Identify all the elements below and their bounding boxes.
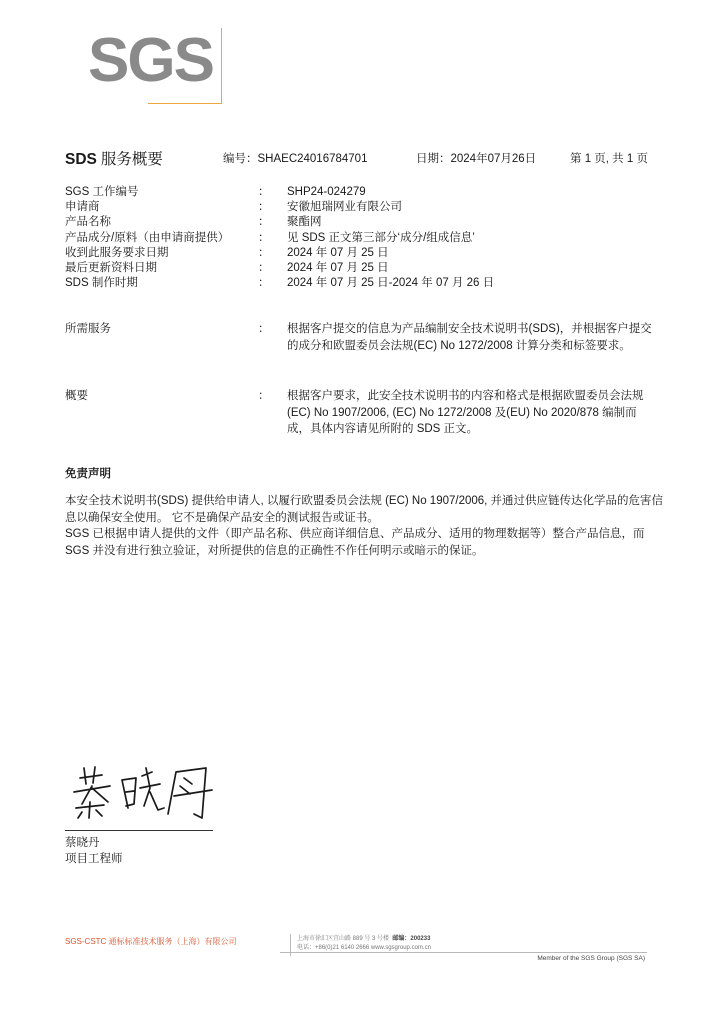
info-row — [65, 231, 665, 246]
info-colon: ： — [258, 261, 270, 274]
footer-company: SGS-CSTC 通标标准技术服务（上海）有限公司 — [65, 937, 237, 946]
service-label: 所需服务 — [65, 323, 111, 335]
info-row — [65, 200, 665, 215]
logo-accent-vertical — [221, 28, 222, 104]
summary-colon: ： — [258, 390, 270, 402]
summary-section — [65, 388, 665, 438]
info-label: SDS 制作时期 — [65, 277, 138, 290]
info-row — [65, 261, 665, 276]
document-title — [65, 147, 163, 169]
info-row — [65, 215, 665, 230]
info-value: 2024 年 07 月 25 日 — [287, 246, 389, 259]
page-indicator: 第 1 页, 共 1 页 — [570, 153, 648, 165]
info-label: 产品成分/原料（由申请商提供） — [65, 231, 230, 244]
info-value: 2024 年 07 月 25 日-2024 年 07 月 26 日 — [287, 277, 495, 290]
info-value: 2024 年 07 月 25 日 — [287, 261, 389, 274]
info-value: 聚酯网 — [287, 216, 322, 229]
signer-block — [65, 835, 123, 867]
summary-text: 根据客户要求，此安全技术说明书的内容和格式是根据欧盟委员会法规 (EC) No 1907/2006, (EC) No 1272/2008 及(EU) No 2020/878 编制而成，具体内容请见所附的 SDS 正文。 — [287, 390, 644, 435]
info-row — [65, 276, 665, 291]
required-service-section — [65, 321, 665, 354]
info-label: 申请商 — [65, 201, 100, 214]
info-value: 见 SDS 正文第三部分‘成分/组成信息’ — [287, 231, 475, 244]
info-colon: ： — [258, 277, 270, 290]
document-number: 编号：SHAEC24016784701 — [223, 153, 368, 165]
document-date: 日期：2024年07月26日 — [416, 153, 537, 165]
info-colon: ： — [258, 201, 270, 214]
disclaimer-paragraph: SGS 已根据申请人提供的文件（即产品名称、供应商详细信息、产品成分、适用的物理数据等）整合产品信息，而 SGS 并没有进行独立验证，对所提供的信息的正确性不作任何明示或暗示的保证。 — [65, 528, 645, 558]
footer-member: Member of the SGS Group (SGS SA) — [537, 955, 645, 962]
info-value: SHP24-024279 — [287, 186, 366, 198]
footer-postcode: 200233 — [410, 936, 431, 942]
disclaimer-paragraph: 本安全技术说明书(SDS) 提供给申请人, 以履行欧盟委员会法规 (EC) No 1907/2006, 并通过供应链传达化学品的危害信息以确保安全使用。 它不是确保产品安全的测试报告或证书。 — [65, 495, 664, 524]
title-strong: SDS — [65, 151, 97, 168]
info-colon: ： — [258, 186, 270, 198]
logo-text: SGS — [88, 26, 213, 95]
service-text: 根据客户提交的信息为产品编制安全技术说明书(SDS)，并根据客户提交的成分和欧盟委员会法规(EC) No 1272/2008 计算分类和标签要求。 — [287, 323, 652, 352]
footer-rule — [280, 952, 647, 953]
disclaimer-body — [65, 493, 665, 560]
info-label: 产品名称 — [65, 216, 111, 229]
info-table — [65, 185, 665, 291]
service-colon: ： — [258, 323, 270, 335]
title-rest: 服务概要 — [100, 151, 163, 168]
footer-address-line2: 电话：+86(0)21 6140 2666 www.sgsgroup.com.cn — [297, 945, 431, 951]
logo-accent-horizontal — [148, 103, 222, 104]
info-value: 安徽旭瑞网业有限公司 — [287, 201, 402, 214]
info-colon: ： — [258, 216, 270, 229]
signer-name: 蔡晓丹 — [65, 837, 100, 849]
info-label: 最后更新资料日期 — [65, 261, 157, 274]
footer-address-line1: 上海市徐汇区宜山路 889 号 3 号楼 — [297, 936, 390, 942]
info-label: SGS 工作编号 — [65, 186, 139, 198]
footer-address — [297, 935, 431, 953]
signature-line — [65, 830, 213, 831]
info-colon: ： — [258, 246, 270, 259]
info-label: 收到此服务要求日期 — [65, 246, 169, 259]
sgs-logo — [88, 28, 223, 104]
footer-postcode-label: 邮编： — [392, 936, 411, 942]
disclaimer-heading: 免责声明 — [65, 468, 111, 480]
info-row — [65, 185, 665, 200]
signer-title: 项目工程师 — [65, 853, 123, 865]
info-row — [65, 246, 665, 261]
summary-label: 概要 — [65, 390, 88, 402]
handwritten-signature — [62, 758, 222, 828]
info-colon: ： — [258, 231, 270, 244]
